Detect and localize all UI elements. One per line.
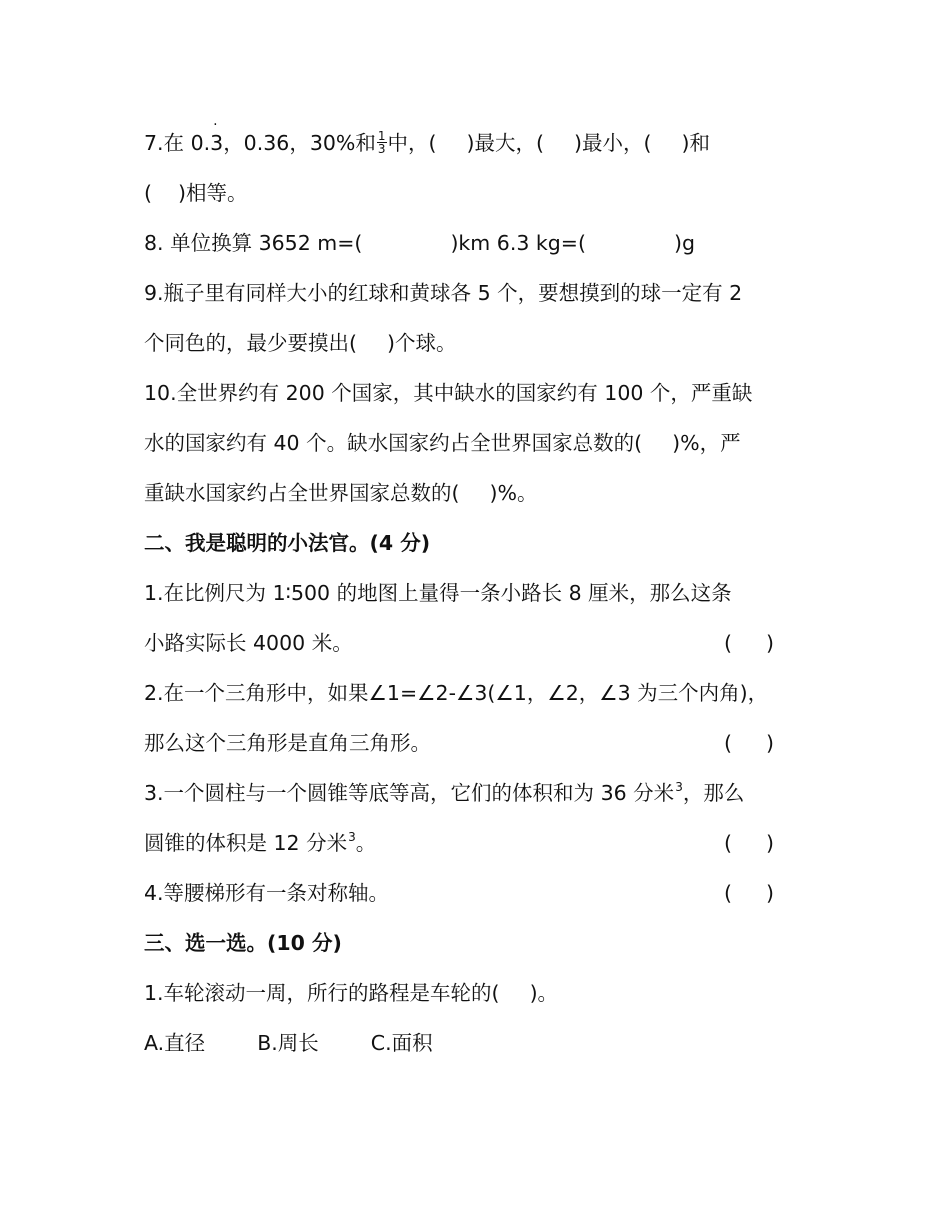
option-b[interactable]: B.周长: [257, 1031, 319, 1055]
q9-line2: 个同色的，最少要摸出( )个球。: [144, 331, 457, 355]
tf-item-1-line2: 小路实际长 4000 米。: [144, 631, 353, 655]
q7-line2: ( )相等。: [144, 181, 248, 205]
choice-q1: 1.车轮滚动一周，所行的路程是车轮的( )。: [144, 981, 559, 1005]
superscript: 3: [675, 780, 683, 794]
q7-prefix: 7.在 0.: [144, 131, 211, 155]
repeat-dot: .: [213, 113, 218, 129]
tf-answer-box[interactable]: ( ): [724, 631, 774, 655]
tf-item-4-line1: 4.等腰梯形有一条对称轴。: [144, 881, 390, 905]
fraction-one-third: $\frac{1}{3}$: [377, 128, 386, 156]
tf-item-1-line1: 1.在比例尺为 1∶500 的地图上量得一条小路长 8 厘米，那么这条: [144, 581, 732, 605]
q10-line1: 10.全世界约有 200 个国家，其中缺水的国家约有 100 个，严重缺: [144, 381, 753, 405]
option-a[interactable]: A.直径: [144, 1031, 206, 1055]
q7-mid: ，0.36，30%和: [223, 131, 376, 155]
tf-item-2-line2: 那么这个三角形是直角三角形。: [144, 731, 431, 755]
q10-line2: 水的国家约有 40 个。缺水国家约占全世界国家总数的( )%，严: [144, 431, 741, 455]
repeating-decimal: . 3: [210, 113, 224, 155]
tf-item-3-line1: 3.一个圆柱与一个圆锥等底等高，它们的体积和为 36 分米$^3$，那么: [144, 780, 745, 805]
superscript: 3: [348, 830, 356, 844]
tf-item-2-line1: 2.在一个三角形中，如果∠1=∠2-∠3(∠1，∠2，∠3 为三个内角)，: [144, 681, 769, 705]
q7-line1: 7.在 0. . 3，0.36，30%和 $\frac{1}{3}$ 中，( )最大，( )最小，( )和: [144, 128, 710, 158]
tf-answer-box[interactable]: ( ): [724, 731, 774, 755]
section-title: 三、选一选。(10 分): [144, 931, 342, 955]
option-c[interactable]: C.面积: [370, 1031, 433, 1055]
tf-item-3-line2: 圆锥的体积是 12 分米$^3$。: [144, 830, 377, 855]
q10-line3: 重缺水国家约占全世界国家总数的( )%。: [144, 481, 538, 505]
section-title: 二、我是聪明的小法官。(4 分): [144, 531, 431, 555]
q8-line: 8. 单位换算 3652 m=( )km 6.3 kg=( )g: [144, 231, 695, 255]
q9-line1: 9.瓶子里有同样大小的红球和黄球各 5 个，要想摸到的球一定有 2: [144, 281, 743, 305]
choice-options: [144, 1028, 433, 1058]
tf-answer-box[interactable]: ( ): [724, 881, 774, 905]
tf-answer-box[interactable]: ( ): [724, 831, 774, 855]
